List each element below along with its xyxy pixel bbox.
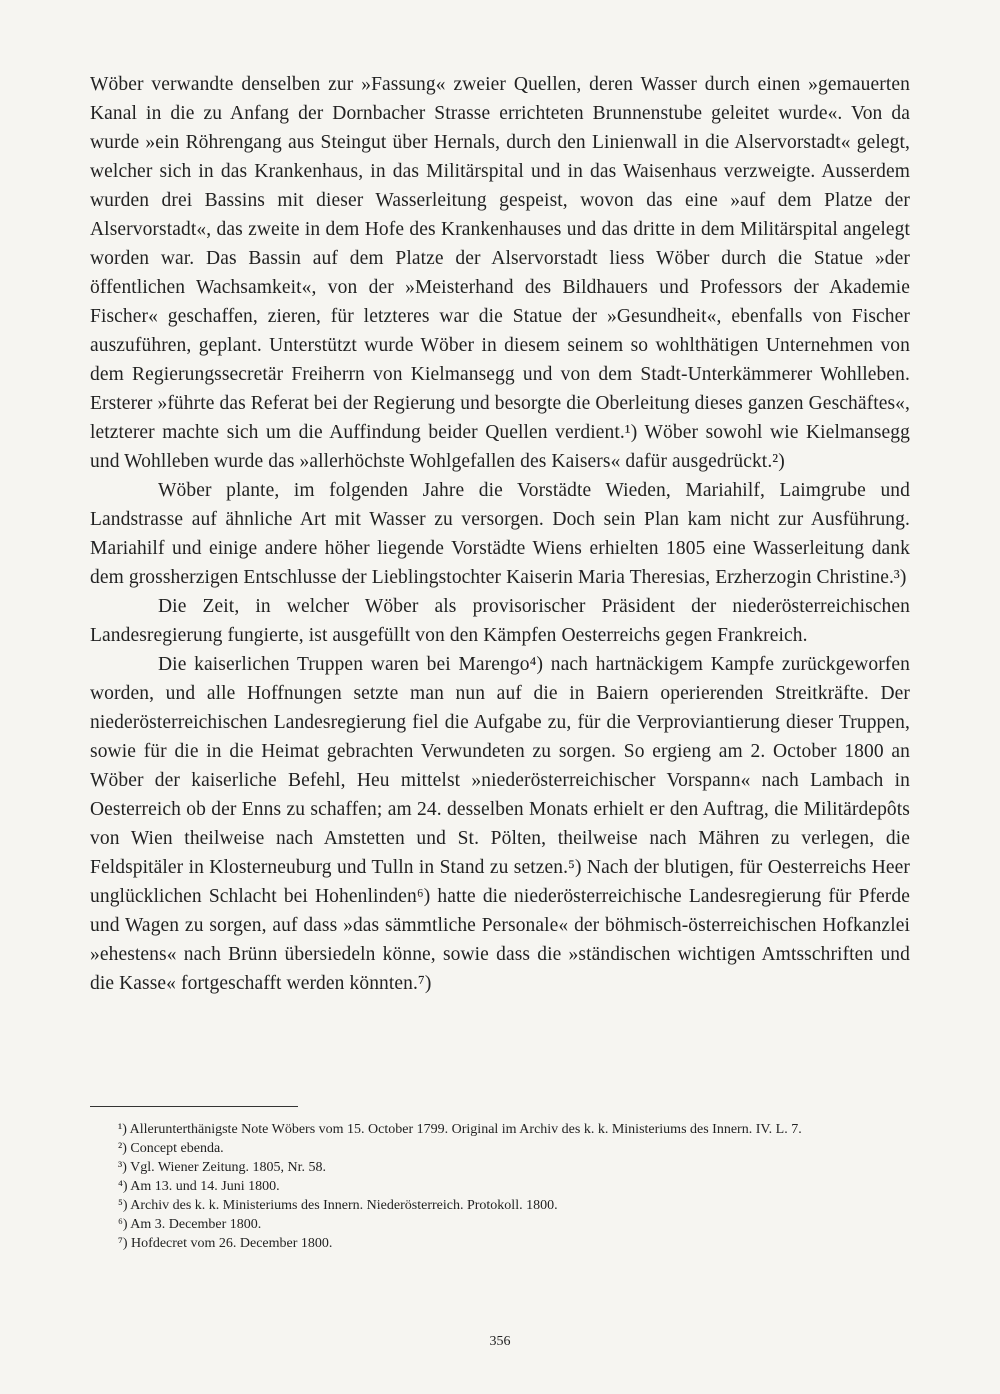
paragraph-4: Die kaiserlichen Truppen waren bei Marengo⁴) nach hartnäckigem Kampfe zurückgeworfen worden, und alle Hoffnungen setzte man nun auf die in Baiern operierenden Streitkräfte. Der niederösterreichischen Landesregierung fiel die Aufgabe zu, für die Verproviantierung dieser Truppen, sowie für die in die Heimat gebrachten Verwundeten zu sorgen. So ergieng am 2. October 1800 an Wöber der kaiserliche Befehl, Heu mittelst »niederösterreichischer Vorspann« nach Lambach in Oesterreich ob der Enns zu schaffen; am 24. desselben Monats erhielt er den Auftrag, die Militärdepôts von Wien theilweise nach Amstetten und St. Pölten, theilweise nach Mähren zu verlegen, die Feldspitäler in Klosterneuburg und Tulln in Stand zu setzen.⁵) Nach der blutigen, für Oesterreichs Heer unglücklichen Schlacht bei Hohenlinden⁶) hatte die niederösterreichische Landesregierung für Pferde und Wagen zu sorgen, auf dass »das sämmtliche Personale« der böhmisch-österreichischen Hofkanzlei »ehestens« nach Brünn übersiedeln könne, sowie dass die »ständischen wichtigen Amtsschriften und die Kasse« fortgeschafft werden könnten.⁷) [90,654,910,994]
footnote-5: ⁵) Archiv des k. k. Ministeriums des Innern. Niederösterreich. Protokoll. 1800. [118,1198,558,1213]
footnote-2: ²) Concept ebenda. [118,1141,224,1156]
footnote-1: ¹) Allerunterthänigste Note Wöbers vom 15. October 1799. Original im Archiv des k. k. Ministeriums des Innern. IV. L. 7. [118,1122,802,1137]
footnote-3: ³) Vgl. Wiener Zeitung. 1805, Nr. 58. [118,1160,327,1175]
paragraph-1: Wöber verwandte denselben zur »Fassung« zweier Quellen, deren Wasser durch einen »gemauerten Kanal in die zu Anfang der Dornbacher Strasse errichteten Brunnenstube geleitet wurde«. Von da wurde »ein Röhrengang aus Steingut über Hernals, durch den Linienwall in die Alservorstadt« gelegt, welcher sich in das Krankenhaus, in das Militärspital und in das Waisenhaus verzweigte. Ausserdem wurden drei Bassins mit dieser Wasserleitung gespeist, wovon das eine »auf dem Platze der Alservorstadt«, das zweite in dem Hofe des Krankenhauses und das dritte in dem Militärspital angelegt worden war. Das Bassin auf dem Platze der Alservorstadt liess Wöber durch die Statue »der öffentlichen Wachsamkeit«, von der »Meisterhand des Bildhauers und Professors der Akademie Fischer« geschaffen, zieren, für letzteres war die Statue der »Gesundheit«, ebenfalls von Fischer auszuführen, geplant. Unterstützt wurde Wöber in diesem seinem so wohlthätigen Unternehmen von dem Regierungssecretär Freiherrn von Kielmansegg und von dem Stadt-Unterkämmerer Wohlleben. Ersterer »führte das Referat bei der Regierung und besorgte die Oberleitung dieses ganzen Geschäftes«, letzterer machte sich um die Auffindung beider Quellen verdient.¹) Wöber sowohl wie Kielmansegg und Wohlleben wurde das »allerhöchste Wohlgefallen des Kaisers« dafür ausgedrückt.²) [90,74,910,472]
footnotes [90,1120,910,1253]
footnote-7: ⁷) Hofdecret vom 26. December 1800. [118,1236,333,1251]
footnote-4: ⁴) Am 13. und 14. Juni 1800. [118,1179,280,1194]
page-number: 356 [489,1334,511,1349]
main-text [90,70,910,998]
paragraph-3: Die Zeit, in welcher Wöber als provisorischer Präsident der niederösterreichischen Landesregierung fungierte, ist ausgefüllt von den Kämpfen Oesterreichs gegen Frankreich. [90,596,910,646]
footnote-divider [90,1106,298,1107]
paragraph-2: Wöber plante, im folgenden Jahre die Vorstädte Wieden, Mariahilf, Laimgrube und Landstrasse auf ähnliche Art mit Wasser zu versorgen. Doch sein Plan kam nicht zur Ausführung. Mariahilf und einige andere höher liegende Vorstädte Wiens erhielten 1805 eine Wasserleitung dank dem grossherzigen Entschlusse der Lieblingstochter Kaiserin Maria Theresias, Erzherzogin Christine.³) [90,480,910,588]
footnote-6: ⁶) Am 3. December 1800. [118,1217,262,1232]
